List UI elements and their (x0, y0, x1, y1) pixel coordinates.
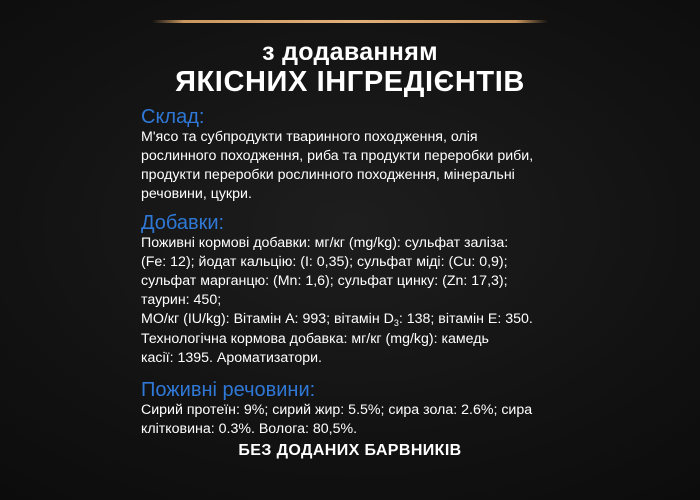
vitamins-line-end: : 138; вітамін Е: 350. (398, 311, 533, 327)
additives-section (141, 212, 581, 368)
header-title: ЯКІСНИХ ІНГРЕДІЄНТІВ (175, 66, 525, 98)
additives-line: сульфат марганцю: (Mn: 1,6); сульфат цинку: (Zn: 17,3); (141, 273, 508, 289)
composition-line: рослинного походження, риба та продукти переробки риби, (141, 148, 534, 164)
composition-title: Склад: (141, 106, 205, 128)
additives-line: Поживні кормові добавки: мг/кг (mg/kg): сульфат заліза: (141, 235, 509, 251)
additives-line: (Fe: 12); йодат кальцію: (I: 0,35); сульфат міді: (Cu: 0,9); (141, 254, 508, 270)
footer-note: БЕЗ ДОДАНИХ БАРВНИКІВ (238, 442, 462, 459)
vitamins-line-start: МО/кг (IU/kg): Вітамін А: 993; вітамін D (141, 311, 394, 327)
gold-divider-line (152, 20, 548, 23)
nutrients-line: Сирий протеїн: 9%; сирий жир: 5.5%; сира зола: 2.6%; сира (141, 402, 533, 418)
nutrients-title: Поживні речовини: (141, 379, 316, 401)
nutrients-section (141, 379, 581, 439)
header-subtitle: з додаванням (262, 38, 438, 66)
additives-line: таурин: 450; (141, 292, 222, 308)
vitamins-line (141, 310, 581, 330)
vitamin-d-subscript: 3 (393, 318, 399, 328)
composition-line: продукти переробки рослинного походження, мінеральні (141, 167, 515, 183)
additives-line: касії: 1395. Ароматизатори. (141, 350, 322, 366)
composition-line: речовини, цукри. (141, 186, 252, 202)
nutrients-line: клітковина: 0.3%. Волога: 80,5%. (141, 421, 358, 437)
additives-title: Добавки: (141, 212, 225, 234)
composition-section (141, 106, 581, 204)
additives-line: Технологічна кормова добавка: мг/кг (mg/kg): камедь (141, 331, 489, 347)
composition-line: М'ясо та субпродукти тваринного походження, олія (141, 129, 478, 145)
